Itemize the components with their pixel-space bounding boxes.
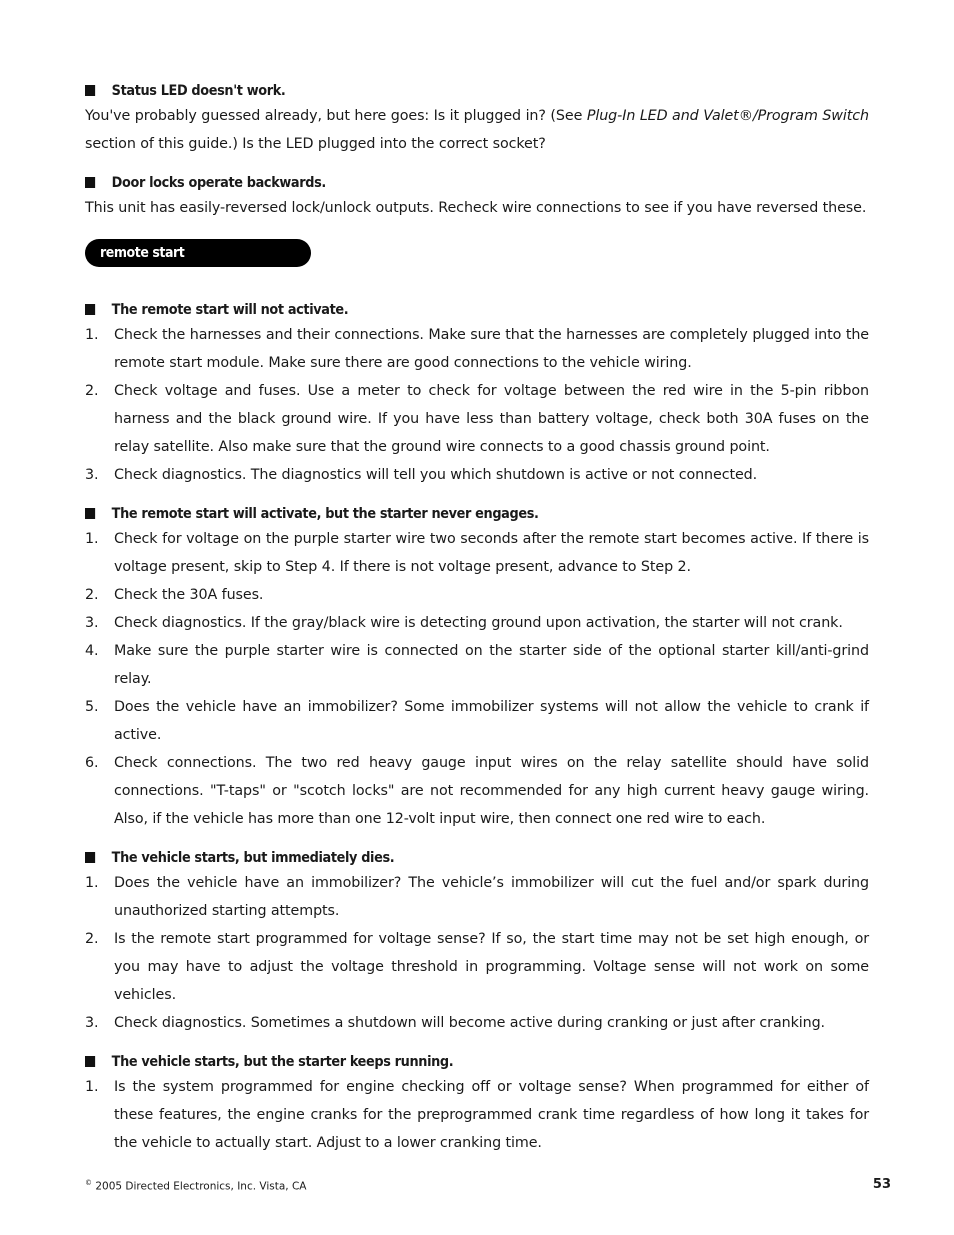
list-item: 5. Does the vehicle have an immobilizer? Some immobilizer systems will not allow the vehicle to crank if active.	[85, 699, 869, 743]
heading-door-locks: Door locks operate backwards.	[85, 172, 806, 194]
door-locks-text: This unit has easily-reversed lock/unlock outputs. Recheck wire connections to see if you have reversed these.	[85, 200, 867, 216]
page-number: 53	[872, 1177, 891, 1192]
heading-not-activate: The remote start will not activate.	[85, 299, 806, 321]
square-bullet-icon	[85, 508, 95, 519]
list-item: 2. Is the remote start programmed for voltage sense? If so, the start time may not be set high enough, or you may have to adjust the voltage threshold in programming. Voltage sense will not work on some vehicles.	[85, 931, 869, 1003]
square-bullet-icon	[85, 1056, 95, 1067]
keeps-running-steps	[85, 1073, 869, 1157]
section-title-badge: remote start troubleshooting	[85, 239, 311, 267]
not-activate-steps	[85, 321, 869, 489]
square-bullet-icon	[85, 304, 95, 315]
list-item: 3. Check diagnostics. Sometimes a shutdown will become active during cranking or just after cranking.	[85, 1015, 826, 1031]
list-item: 1. Check for voltage on the purple starter wire two seconds after the remote start becomes active. If there is voltage present, skip to Step 4. If there is not voltage present, advance to Step 2.	[85, 531, 869, 575]
starter-never-steps	[85, 525, 869, 833]
heading-starts-dies: The vehicle starts, but immediately dies.	[85, 847, 806, 869]
list-item: 3. Check diagnostics. If the gray/black wire is detecting ground upon activation, the starter will not crank.	[85, 615, 843, 631]
list-item: 6. Check connections. The two red heavy gauge input wires on the relay satellite should have solid connections. "T-taps" or "scotch locks" are not recommended for any high current heavy gauge wiring. Also, if the vehicle has more than one 12-volt input wire, then connect one red wire to each.	[85, 755, 869, 827]
list-item: 4. Make sure the purple starter wire is connected on the starter side of the optional starter kill/anti-grind relay.	[85, 643, 869, 687]
heading-keeps-running: The vehicle starts, but the starter keeps running.	[85, 1051, 806, 1073]
heading-starter-never: The remote start will activate, but the starter never engages.	[85, 503, 806, 525]
list-item: 2. Check the 30A fuses.	[85, 587, 264, 603]
list-item: 3. Check diagnostics. The diagnostics will tell you which shutdown is active or not connected.	[85, 467, 758, 483]
square-bullet-icon	[85, 85, 95, 96]
list-item: 1. Does the vehicle have an immobilizer? The vehicle’s immobilizer will cut the fuel and/or spark during unauthorized starting attempts.	[85, 875, 869, 919]
list-item: 2. Check voltage and fuses. Use a meter to check for voltage between the red wire in the 5-pin ribbon harness and the black ground wire. If you have less than battery voltage, check both 30A fuses on the relay satellite. Also make sure that the ground wire connects to a good chassis ground point.	[85, 383, 869, 455]
list-item: 1. Is the system programmed for engine checking off or voltage sense? When programmed for either of these features, the engine cranks for the preprogrammed crank time regardless of how long it takes for the vehicle to actually start. Adjust to a lower cranking time.	[85, 1079, 869, 1151]
starts-dies-steps	[85, 869, 869, 1037]
list-item: 1. Check the harnesses and their connections. Make sure that the harnesses are completely plugged into the remote start module. Make sure there are good connections to the vehicle wiring.	[85, 327, 869, 371]
footer-copyright: © 2005 Directed Electronics, Inc. Vista, CA	[85, 1179, 307, 1193]
status-led-text: You've probably guessed already, but here goes: Is it plugged in? (See Plug-In LED and Valet®/Program Switch section of this guide.) Is the LED plugged into the correct socket?	[85, 108, 869, 152]
heading-status-led: Status LED doesn't work.	[85, 80, 806, 102]
square-bullet-icon	[85, 852, 95, 863]
square-bullet-icon	[85, 177, 95, 188]
page-content	[85, 80, 869, 1157]
